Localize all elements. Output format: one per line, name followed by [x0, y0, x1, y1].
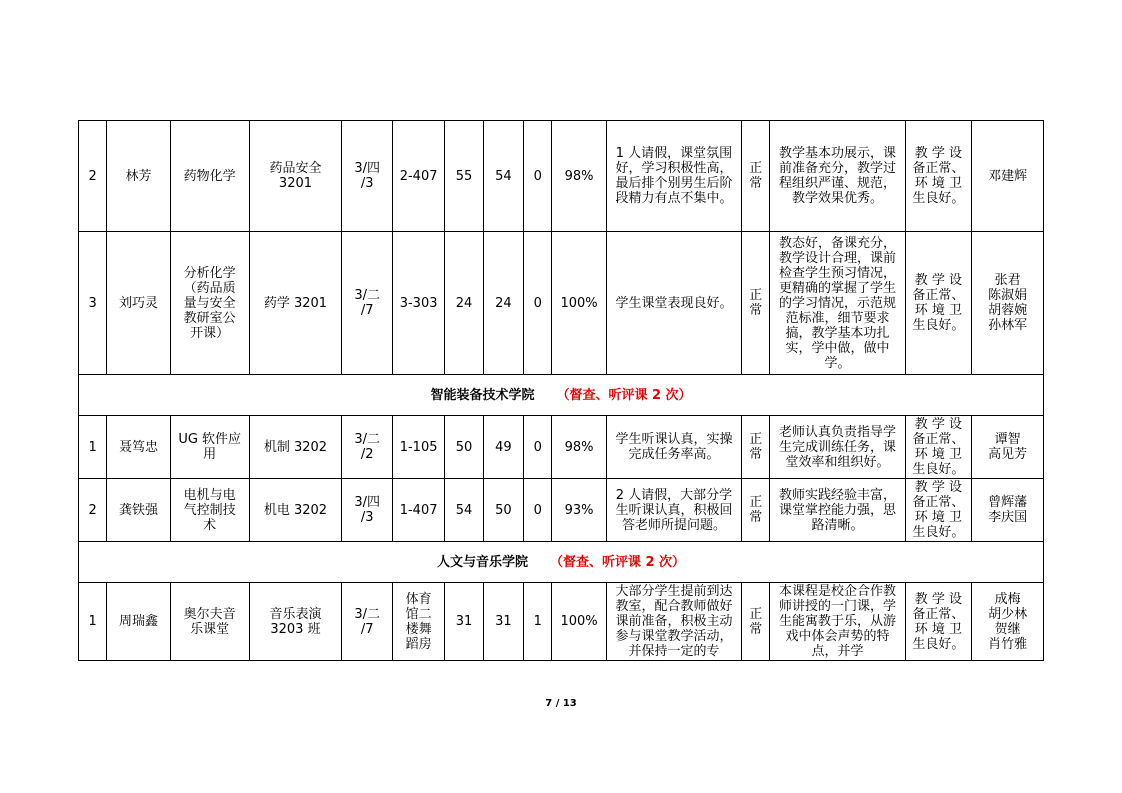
- teacher-name: 聂笃忠: [107, 416, 171, 479]
- room: 2-407: [392, 121, 444, 232]
- teacher-name: 林芳: [107, 121, 171, 232]
- class-situation: 1 人请假，课堂氛围好，学习积极性高，最后排个别男生后阶段精力有点不集中。: [606, 121, 741, 232]
- environment-status: 教 学 设备正常、环 境 卫生良好。: [905, 416, 972, 479]
- class-situation: 2 人请假，大部分学生听课认真，积极回答老师所提问题。: [606, 479, 741, 542]
- actual-count: 49: [483, 416, 523, 479]
- inspector-names: 邓建辉: [972, 121, 1044, 232]
- absent-count: 0: [524, 232, 552, 375]
- table-row: [79, 232, 1044, 375]
- inspector-names: 成梅 胡少林 贺继 肖竹雅: [972, 583, 1044, 661]
- period: 3/四 /3: [342, 121, 392, 232]
- environment-status: 教 学 设备正常、环 境 卫生良好。: [905, 232, 972, 375]
- section-header-row: [79, 542, 1044, 583]
- teaching-evaluation: 教学基本功展示，课前准备充分，教学过程组织严谨、规范，教学效果优秀。: [770, 121, 905, 232]
- inspector-names: 曾辉藩 李庆国: [972, 479, 1044, 542]
- absent-count: 0: [524, 479, 552, 542]
- row-number: 2: [79, 121, 107, 232]
- period: 3/四 /3: [342, 479, 392, 542]
- actual-count: 54: [483, 121, 523, 232]
- row-number: 2: [79, 479, 107, 542]
- attendance-rate: 98%: [552, 416, 607, 479]
- class-name: 音乐表演 3203 班: [249, 583, 342, 661]
- period: 3/二 /7: [342, 583, 392, 661]
- absent-count: 0: [524, 416, 552, 479]
- order-status: 正常: [742, 583, 770, 661]
- attendance-rate: 98%: [552, 121, 607, 232]
- teacher-name: 刘巧灵: [107, 232, 171, 375]
- class-name: 机电 3202: [249, 479, 342, 542]
- teaching-evaluation: 本课程是校企合作教师讲授的一门课，学生能寓教于乐，从游戏中体会声势的特点，并学: [770, 583, 905, 661]
- class-situation: 大部分学生提前到达教室，配合教师做好课前准备，积极主动参与课堂教学活动，并保持一定的专: [606, 583, 741, 661]
- table-row: [79, 121, 1044, 232]
- attendance-rate: 100%: [552, 232, 607, 375]
- room: 体育 馆二 楼舞 蹈房: [392, 583, 444, 661]
- row-number: 1: [79, 583, 107, 661]
- college-name: 智能装备技术学院: [430, 387, 535, 403]
- section-title: [79, 375, 1044, 416]
- course-name: 药物化学: [170, 121, 249, 232]
- course-name: 分析化学 （药品质 量与安全 教研室公 开课）: [170, 232, 249, 375]
- row-number: 1: [79, 416, 107, 479]
- room: 1-407: [392, 479, 444, 542]
- teacher-name: 龚铁强: [107, 479, 171, 542]
- class-name: 药品安全 3201: [249, 121, 342, 232]
- teacher-name: 周瑞鑫: [107, 583, 171, 661]
- room: 3-303: [392, 232, 444, 375]
- environment-status: 教 学 设备正常、环 境 卫生良好。: [905, 479, 972, 542]
- class-situation: 学生听课认真，实操完成任务率高。: [606, 416, 741, 479]
- expected-count: 55: [445, 121, 483, 232]
- course-name: 奥尔夫音 乐课堂: [170, 583, 249, 661]
- order-status: 正常: [742, 232, 770, 375]
- order-status: 正常: [742, 479, 770, 542]
- course-name: UG 软件应 用: [170, 416, 249, 479]
- section-title: [79, 542, 1044, 583]
- absent-count: 1: [524, 583, 552, 661]
- page-number: 7 / 13: [545, 698, 577, 709]
- attendance-rate: 93%: [552, 479, 607, 542]
- absent-count: 0: [524, 121, 552, 232]
- table-row: [79, 583, 1044, 661]
- environment-status: 教 学 设备正常、环 境 卫生良好。: [905, 583, 972, 661]
- actual-count: 50: [483, 479, 523, 542]
- environment-status: 教 学 设备正常、环 境 卫生良好。: [905, 121, 972, 232]
- expected-count: 54: [445, 479, 483, 542]
- class-name: 机制 3202: [249, 416, 342, 479]
- college-name: 人文与音乐学院: [436, 554, 528, 570]
- inspector-names: 谭智 高见芳: [972, 416, 1044, 479]
- teaching-evaluation: 教师实践经验丰富，课堂掌控能力强，思路清晰。: [770, 479, 905, 542]
- table-row: [79, 479, 1044, 542]
- order-status: 正常: [742, 121, 770, 232]
- period: 3/二 /7: [342, 232, 392, 375]
- teaching-evaluation: 老师认真负责指导学生完成训练任务，课堂效率和组织好。: [770, 416, 905, 479]
- order-status: 正常: [742, 416, 770, 479]
- course-name: 电机与电 气控制技 术: [170, 479, 249, 542]
- period: 3/二 /2: [342, 416, 392, 479]
- section-note: （督查、听评课 2 次）: [549, 554, 686, 570]
- teaching-evaluation: 教态好，备课充分，教学设计合理，课前检查学生预习情况，更精确的掌握了学生的学习情况，示范规范标准，细节要求搞，教学基本功扎实，学中做，做中学。: [770, 232, 905, 375]
- class-name: 药学 3201: [249, 232, 342, 375]
- expected-count: 31: [445, 583, 483, 661]
- section-note: （督查、听评课 2 次）: [556, 387, 692, 403]
- inspector-names: 张君 陈淑娟 胡蓉婉 孙林军: [972, 232, 1044, 375]
- table-row: [79, 416, 1044, 479]
- row-number: 3: [79, 232, 107, 375]
- attendance-rate: 100%: [552, 583, 607, 661]
- class-situation: 学生课堂表现良好。: [606, 232, 741, 375]
- actual-count: 31: [483, 583, 523, 661]
- inspection-table: [78, 120, 1044, 661]
- room: 1-105: [392, 416, 444, 479]
- expected-count: 24: [445, 232, 483, 375]
- expected-count: 50: [445, 416, 483, 479]
- section-header-row: [79, 375, 1044, 416]
- actual-count: 24: [483, 232, 523, 375]
